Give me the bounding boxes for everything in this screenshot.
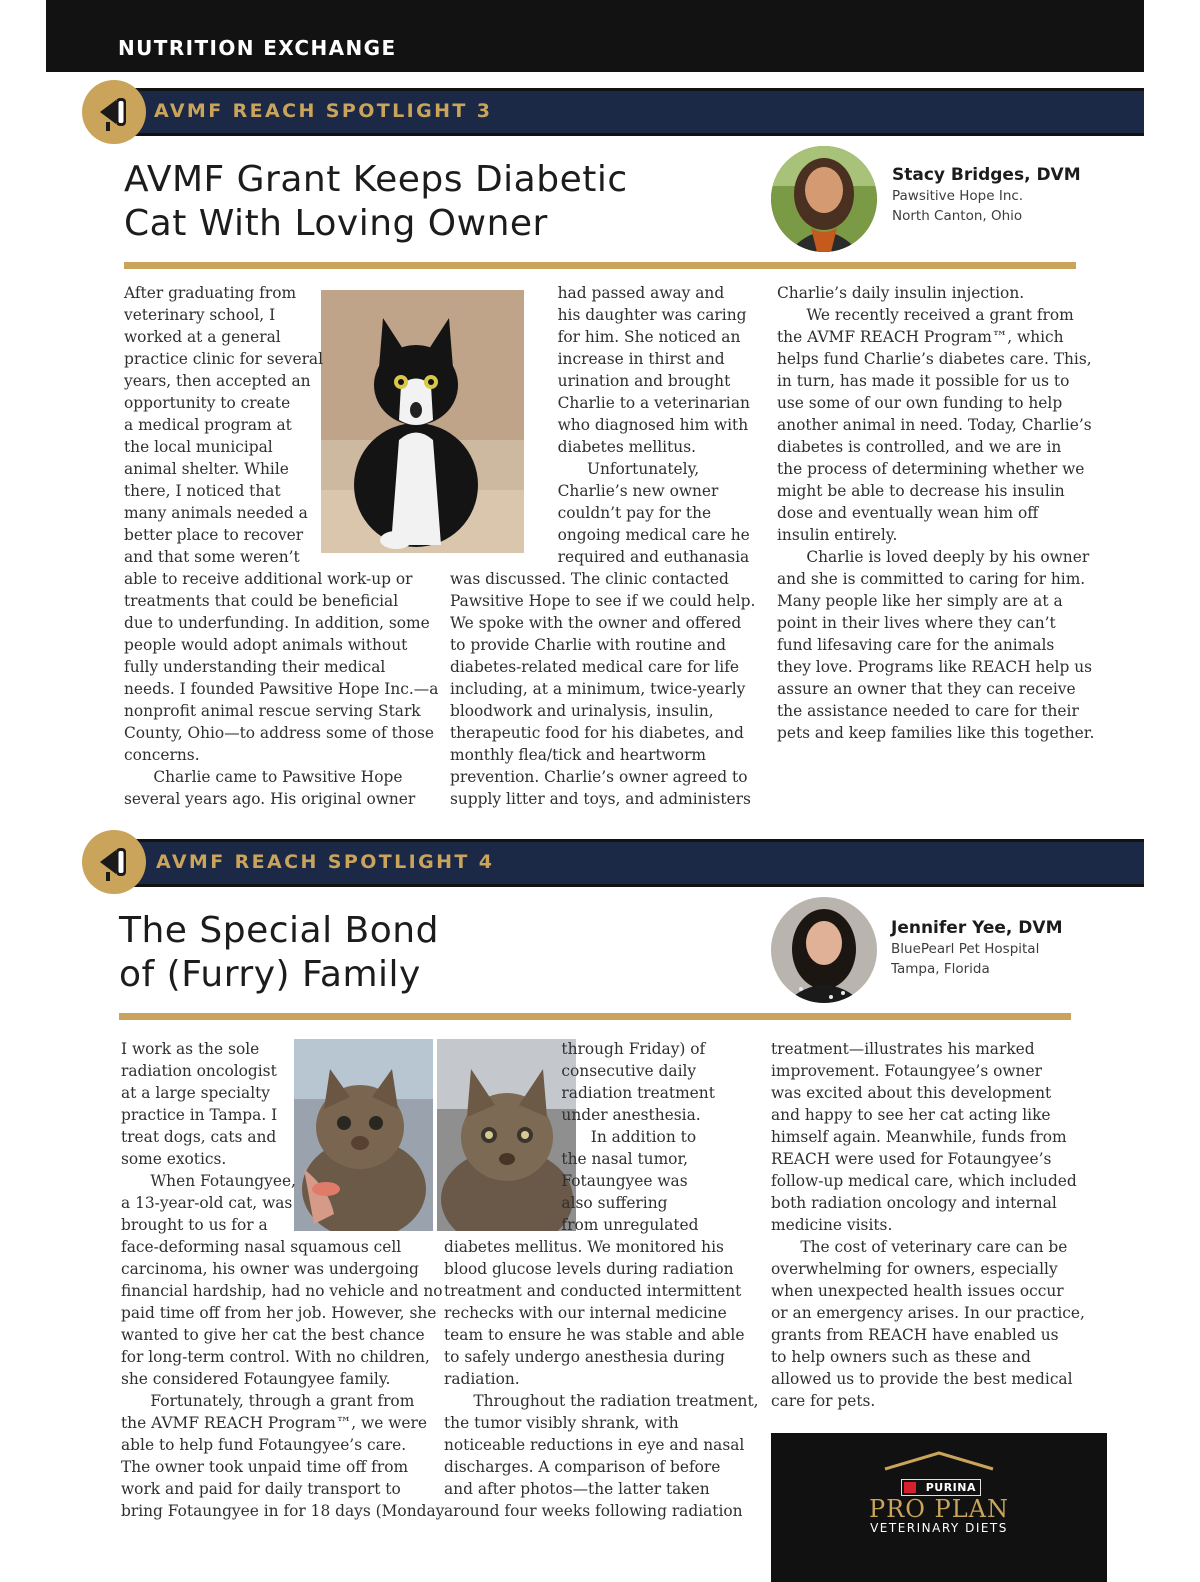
gold-divider [124, 262, 1076, 269]
title-line: AVMF Grant Keeps Diabetic [124, 159, 628, 200]
pro-plan-wordmark: PRO PLAN [869, 1495, 1009, 1523]
spotlight-banner [100, 839, 1144, 887]
top-bar [46, 0, 1144, 72]
author-portrait [771, 897, 877, 1003]
article-column-2: had passed away and his daughter was caring for him. She noticed an increase in thirst and urination and brought Charlie to a veterinarian who diagnosed him with diabetes mellitus. Unfortunately, Charlie’s new owner couldn’t pay for the ongoing medical care he required and euthanasia was discussed. The clinic contacted Pawsitive Hope to see if we could help. We spoke with the owner and offered to provide Charlie with routine and diabetes-related medical care for life including, at a minimum, twice-yearly bloodwork and urinalysis, insulin, therapeutic food for his diabetes, and monthly flea/tick and heartworm prevention. Charlie’s owner agreed to supply litter and toys, and administers [450, 284, 756, 808]
author-organization: BluePearl Pet Hospital [891, 941, 1040, 957]
article-title [124, 158, 628, 246]
purina-logo: PURINA [901, 1479, 981, 1496]
article-column-3: treatment—illustrates his marked improvement. Fotaungyee’s owner was excited about this development and happy to see her cat acting like himself again. Meanwhile, funds from REACH were used for Fotaungyee’s follow-up medical care, which included both radiation oncology and internal medicine visits. The cost of veterinary care can be overwhelming for owners, especially when unexpected health issues occur or an emergency arises. In our practice, grants from REACH have enabled us to help owners such as these and allowed us to provide the best medical care for pets. [771, 1040, 1085, 1410]
author-portrait [771, 146, 877, 252]
pro-plan-roof-icon [881, 1449, 997, 1471]
spotlight-badge-icon [82, 830, 146, 894]
veterinary-diets-label: VETERINARY DIETS [870, 1521, 1008, 1535]
article-title [119, 909, 439, 997]
spotlight-banner-label: AVMF REACH SPOTLIGHT 4 [156, 851, 495, 873]
article-column-1: After graduating from veterinary school, I worked at a general practice clinic for several years, then accepted an opportunity to create a medical program at the local municipal animal shelter. While there, I noticed that many animals needed a better place to recover and that some weren’t able to receive additional work-up or treatments that could be beneficial due to underfunding. In addition, some people would adopt animals without fully understanding their medical needs. I founded Pawsitive Hope Inc.—a nonprofit animal rescue serving Stark County, Ohio—to address some of those concerns. Charlie came to Pawsitive Hope several years ago. His original owner [124, 284, 439, 808]
article-column-2: through Friday) of consecutive daily radiation treatment under anesthesia. In addition to the nasal tumor, Fotaungyee was also suffering from unregulated diabetes mellitus. We monitored his blood glucose levels during radiation treatment and conducted intermittent rechecks with our internal medicine team to ensure he was stable and able to safely undergo anesthesia during radiation. Throughout the radiation treatment, the tumor visibly shrank, with noticeable reductions in eye and nasal discharges. A comparison of before and after photos—the latter taken around four weeks following radiation [444, 1040, 759, 1520]
spotlight-badge-icon [82, 80, 146, 144]
article-column-1: I work as the sole radiation oncologist at a large specialty practice in Tampa. I treat dogs, cats and some exotics. When Fotaungyee, a 13-year-old cat, was brought to us for a face-deforming nasal squamous cell carcinoma, his owner was undergoing financial hardship, had no vehicle and no paid time off from her job. However, she wanted to give her cat the best chance for long-term control. With no children, she considered Fotaungyee family. Fortunately, through a grant from the AVMF REACH Program™, we were able to help fund Fotaungyee’s care. The owner took unpaid time off from work and paid for daily transport to bring Fotaungyee in for 18 days (Monday [121, 1040, 445, 1520]
author-location: Tampa, Florida [891, 961, 990, 977]
title-line: The Special Bond [119, 910, 439, 951]
author-location: North Canton, Ohio [892, 208, 1023, 224]
title-line: Cat With Loving Owner [124, 203, 548, 244]
section-label: NUTRITION EXCHANGE [118, 36, 397, 60]
author-name: Stacy Bridges, DVM [892, 165, 1081, 185]
purina-pro-plan-ad [771, 1433, 1107, 1582]
spotlight-banner-label: AVMF REACH SPOTLIGHT 3 [154, 100, 493, 122]
title-line: of (Furry) Family [119, 954, 421, 995]
author-name: Jennifer Yee, DVM [891, 918, 1063, 938]
article-column-3: Charlie’s daily insulin injection. We recently received a grant from the AVMF REACH Program™, which helps fund Charlie’s diabetes care. This, in turn, has made it possible for us to use some of our own funding to help another animal in need. Today, Charlie’s diabetes is controlled, and we are in the process of determining whether we might be able to decrease his insulin dose and eventually wean him off insulin entirely. Charlie is loved deeply by his owner and she is committed to caring for him. Many people like her simply are at a point in their lives where they can’t fund lifesaving care for the animals they love. Programs like REACH help us assure an owner that they can receive the assistance needed to care for their pets and keep families like this together. [777, 284, 1095, 742]
spotlight-banner [100, 88, 1144, 136]
gold-divider [119, 1013, 1071, 1020]
author-organization: Pawsitive Hope Inc. [892, 188, 1024, 204]
